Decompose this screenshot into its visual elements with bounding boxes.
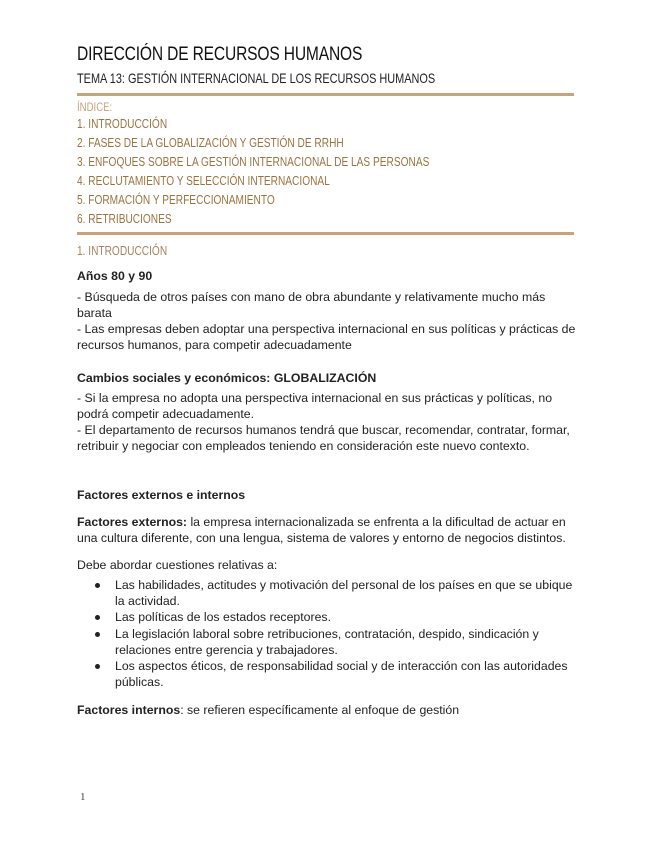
bullet-icon [95,615,100,620]
internal-factors-label: Factores internos [77,703,181,717]
toc-item-fases[interactable]: 2. FASES DE LA GLOBALIZACIÓN Y GESTIÓN DE RRHH [77,135,344,150]
toc-list [77,116,529,230]
page-number: 1 [80,791,86,803]
bullet-icon [95,664,100,669]
internal-factors-text: : se refieren específicamente al enfoque de gestión [180,703,460,717]
years-paragraph-1: - Búsqueda de otros países con mano de obra abundante y relativamente mucho más barata [77,290,546,321]
changes-paragraph-1: - Si la empresa no adopta una perspectiva internacional en sus prácticas y políticas, no podrá competir adecuadamente. [77,391,553,422]
section-heading: 1. INTRODUCCIÓN [77,243,168,258]
external-factors-text: la empresa internacionalizada se enfrenta a la dificultad de actuar en una cultura diferente, con una lengua, sistema de valores y entorno de negocios distintos. [77,515,566,546]
toc-item-reclutamiento[interactable]: 4. RECLUTAMIENTO Y SELECCIÓN INTERNACIONAL [77,173,330,188]
external-factors-label: Factores externos: [77,515,188,529]
bullet-text: La legislación laboral sobre retribuciones, contratación, despido, sindicación y relaciones entre gerencia y trabajadores. [115,626,539,657]
toc-item-introduccion[interactable]: 1. INTRODUCCIÓN [77,116,168,131]
bullet-text: Las habilidades, actitudes y motivación del personal de los países en que se ubique la actividad. [115,578,573,609]
bullet-icon [95,632,100,637]
years-heading: Años 80 y 90 [77,269,153,283]
bullet-icon [95,583,100,588]
bullet-text: Los aspectos éticos, de responsabilidad social y de interacción con las autoridades públicas. [115,659,568,690]
toc-item-formacion[interactable]: 5. FORMACIÓN Y PERFECCIONAMIENTO [77,192,275,207]
factors-heading: Factores externos e internos [77,488,246,502]
years-paragraph-2: - Las empresas deben adoptar una perspectiva internacional en sus políticas y prácticas de recursos humanos, para competir adecuadamente [77,322,576,353]
toc-item-enfoques[interactable]: 3. ENFOQUES SOBRE LA GESTIÓN INTERNACIONAL DE LAS PERSONAS [77,154,430,169]
bullet-item [77,658,577,690]
bullet-item [77,577,577,609]
changes-paragraph-2: - El departamento de recursos humanos tendrá que buscar, recomendar, contratar, formar, retribuir y negociar con empleados teniendo en consideración este nuevo contexto. [77,423,570,454]
document-title: DIRECCIÓN DE RECURSOS HUMANOS [77,44,363,65]
divider-top [77,93,574,96]
address-intro: Debe abordar cuestiones relativas a: [77,558,278,572]
bullet-item [77,626,577,658]
document-subtitle: TEMA 13: GESTIÓN INTERNACIONAL DE LOS RECURSOS HUMANOS [77,70,436,86]
bullet-item [77,609,577,625]
bullet-text: Las políticas de los estados receptores. [115,610,332,625]
divider-bottom [77,232,574,235]
changes-heading: Cambios sociales y económicos: GLOBALIZACIÓN [77,371,377,385]
toc-item-retribuciones[interactable]: 6. RETRIBUCIONES [77,211,172,226]
toc-heading: ÍNDICE: [77,100,113,114]
external-factors-paragraph [77,514,577,546]
internal-factors-paragraph [77,702,577,718]
address-bullet-list [77,577,577,690]
